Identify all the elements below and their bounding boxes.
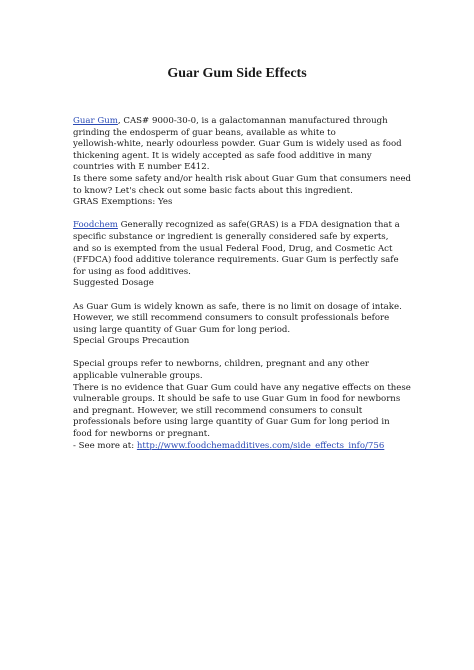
paragraph-gap <box>73 209 413 221</box>
intro-line-7: to know? Let's check out some basic facts about this ingredient. <box>73 185 353 196</box>
gras-line-2: specific substance or ingredient is generally considered safe by experts, <box>73 231 389 242</box>
page-title: Guar Gum Side Effects <box>167 66 307 81</box>
gras-line-1: Foodchem Generally recognized as safe(GRAS) is a FDA designation that a <box>73 220 400 231</box>
gras-line-5: for using as food additives. <box>73 266 191 277</box>
dosage-line-3: using large quantity of Guar Gum for long period. <box>73 324 291 335</box>
intro-line-6: Is there some safety and/or health risk about Guar Gum that consumers need <box>73 173 412 184</box>
foodchem-link[interactable]: Foodchem <box>73 220 118 231</box>
see-more-link[interactable]: http://www.foodchemadditives.com/side_effects_info/756 <box>136 440 385 451</box>
gras-line-3: and so is exempted from the usual Federal Food, Drug, and Cosmetic Act <box>73 243 393 254</box>
special-line-5: and pregnant. However, we still recommend consumers to consult <box>73 405 363 416</box>
dosage-line-1: As Guar Gum is widely known as safe, there is no limit on dosage of intake. <box>73 301 402 312</box>
special-line-6: professionals before using large quantity of Guar Gum for long period in <box>73 417 390 428</box>
intro-line-4: thickening agent. It is widely accepted as safe food additive in many <box>73 150 372 161</box>
dosage-line-2: However, we still recommend consumers to consult professionals before <box>73 313 390 324</box>
gras-line-4: (FFDCA) food additive tolerance requirements. Guar Gum is perfectly safe <box>73 255 399 266</box>
intro-line-2: grinding the endosperm of guar beans, available as white to <box>73 127 336 138</box>
intro-line-1: Guar Gum, CAS# 9000-30-0, is a galactomannan manufactured through <box>73 116 388 126</box>
paragraph-gap <box>73 348 413 360</box>
document-body <box>73 116 413 452</box>
special-line-2: applicable vulnerable groups. <box>73 371 203 382</box>
see-more-line: - See more at: http://www.foodchemadditives.com/side_effects_info/756 <box>73 440 385 451</box>
guar-gum-link[interactable]: Guar Gum <box>73 116 118 126</box>
suggested-dosage-heading: Suggested Dosage <box>73 278 154 289</box>
gras-exemptions-line: GRAS Exemptions: Yes <box>73 197 173 208</box>
special-line-3: There is no evidence that Guar Gum could have any negative effects on these <box>73 382 411 393</box>
special-line-1: Special groups refer to newborns, children, pregnant and any other <box>73 359 370 370</box>
paragraph-gap <box>73 290 413 302</box>
special-groups-heading: Special Groups Precaution <box>73 336 190 347</box>
intro-line-3: yellowish-white, nearly odourless powder. Guar Gum is widely used as food <box>73 139 402 150</box>
special-line-7: food for newborns or pregnant. <box>73 429 210 440</box>
intro-line-5: countries with E number E412. <box>73 162 210 173</box>
special-line-4: vulnerable groups. It should be safe to use Guar Gum in food for newborns <box>73 394 401 405</box>
